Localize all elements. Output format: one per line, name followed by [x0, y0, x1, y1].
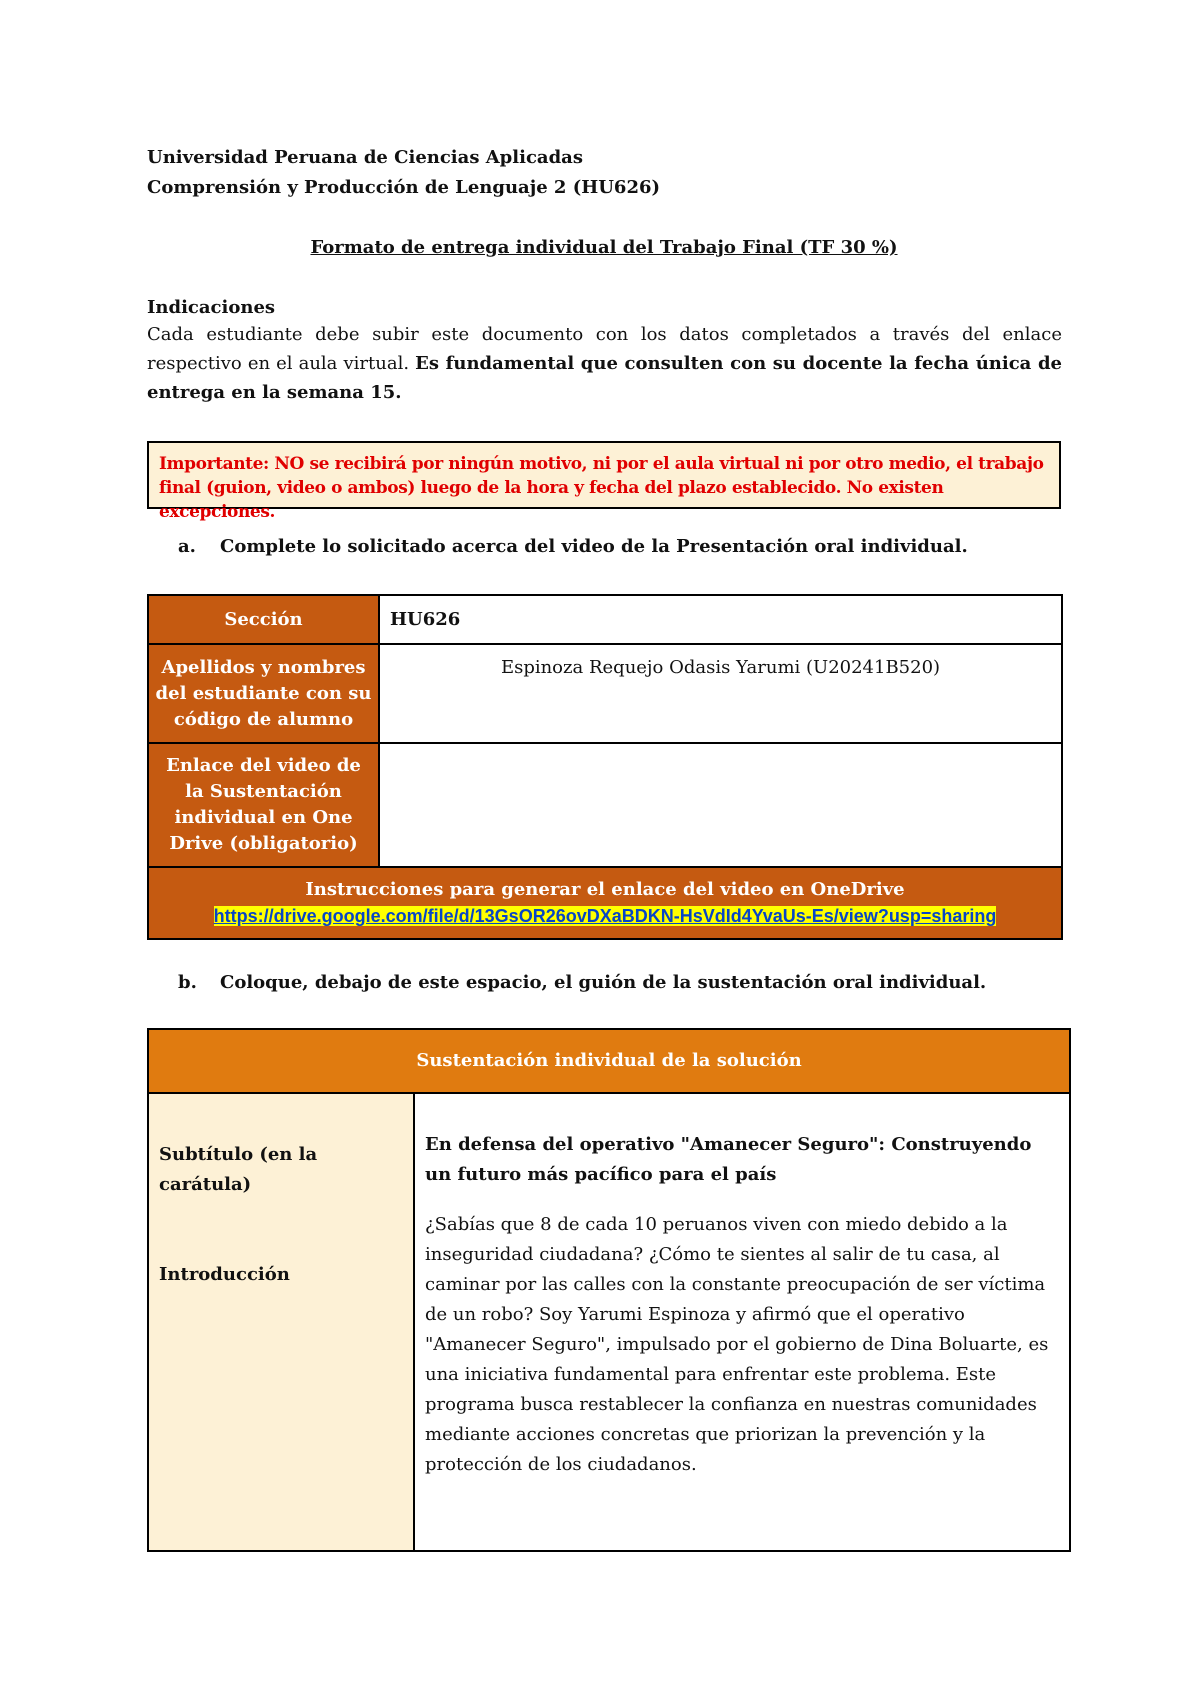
important-warning-box	[147, 441, 1061, 522]
subtitle-label: Subtítulo (en la carátula)	[159, 1144, 318, 1195]
introduction-value: ¿Sabías que 8 de cada 10 peruanos viven con miedo debido a la inseguridad ciudadana? ¿Cómo te sientes al salir de tu casa, al caminar por las calles con la constante preocupación de ser víctima de un robo? Soy Yarumi Espinoza y afirmó que el operativo "Amanecer Seguro", impulsado por el gobierno de Dina Boluarte, es una iniciativa fundamental para enfrentar este problema. Este programa busca restablecer la confianza en nuestras comunidades mediante acciones concretas que priorizan la prevención y la protección de los ciudadanos.	[425, 1214, 1049, 1475]
course-name: Comprensión y Producción de Lenguaje 2 (HU626)	[147, 177, 661, 198]
instructions-cell	[148, 867, 1062, 939]
university-name: Universidad Peruana de Ciencias Aplicadas	[147, 147, 583, 168]
script-table-title: Sustentación individual de la solución	[416, 1050, 802, 1071]
item-a-marker: a.	[178, 536, 196, 557]
video-link-value-cell[interactable]	[379, 743, 1062, 867]
section-value-cell	[379, 595, 1062, 644]
item-b-text: Coloque, debajo de este espacio, el guión de la sustentación oral individual.	[220, 972, 987, 993]
item-a-text: Complete lo solicitado acerca del video de la Presentación oral individual.	[220, 536, 968, 557]
subtitle-value: En defensa del operativo "Amanecer Seguro": Construyendo un futuro más pacífico para el país	[425, 1134, 1032, 1185]
item-a	[178, 536, 968, 557]
student-value: Espinoza Requejo Odasis Yarumi (U20241B520)	[500, 657, 941, 678]
video-link-label: Enlace del video de la Sustentación individual en One Drive (obligatorio)	[166, 755, 361, 854]
introduction-label: Introducción	[159, 1264, 290, 1285]
item-b	[178, 972, 986, 993]
section-label-cell	[148, 595, 379, 644]
script-labels-cell	[148, 1093, 414, 1551]
item-b-marker: b.	[178, 972, 197, 993]
section-value: HU626	[390, 608, 461, 630]
indications-bold-text: Es fundamental que consulten con su docente la fecha única de entrega en la semana 15.	[147, 353, 1062, 403]
video-link-label-cell	[148, 743, 379, 867]
document-title: Formato de entrega individual del Trabajo Final (TF 30 %)	[310, 237, 898, 258]
instructions-title: Instrucciones para generar el enlace del video en OneDrive	[305, 878, 905, 900]
indications-paragraph	[147, 320, 1062, 407]
script-table-header	[148, 1029, 1070, 1093]
instructions-link[interactable]: https://drive.google.com/file/d/13GsOR26ovDXaBDKN-HsVdId4YvaUs-Es/view?usp=sharing	[213, 905, 997, 926]
indications-text: Cada estudiante debe subir este documento con los datos completados a través del enlace respectivo en el aula virtual.	[147, 324, 1062, 374]
video-info-table	[147, 594, 1063, 940]
section-label: Sección	[224, 608, 303, 630]
script-table	[147, 1028, 1071, 1552]
student-label: Apellidos y nombres del estudiante con su código de alumno	[155, 656, 372, 730]
student-label-cell	[148, 644, 379, 743]
indications-heading: Indicaciones	[147, 297, 276, 318]
important-warning-text: Importante: NO se recibirá por ningún motivo, ni por el aula virtual ni por otro medio, el trabajo final (guion, video o ambos) luego de la hora y fecha del plazo establecido. No existen excepciones.	[159, 454, 1044, 522]
student-value-cell	[379, 644, 1062, 743]
script-content-cell	[414, 1093, 1070, 1551]
